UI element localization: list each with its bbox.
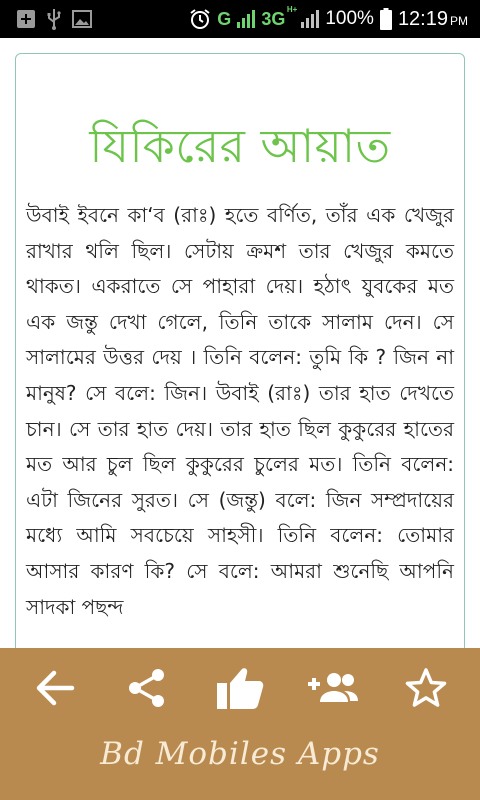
image-icon	[72, 10, 92, 28]
back-arrow-icon	[32, 666, 76, 710]
bottom-panel	[0, 648, 480, 800]
network-type-sup: H+	[286, 4, 298, 14]
network-type	[261, 4, 298, 30]
add-notification-icon	[16, 9, 36, 29]
favorite-button[interactable]	[396, 658, 456, 718]
add-person-icon	[304, 668, 362, 708]
clock-time: 12:19	[397, 7, 448, 30]
article-title: যিকিরের আয়াত	[89, 119, 391, 173]
back-button[interactable]	[24, 658, 84, 718]
usb-icon	[46, 8, 62, 30]
star-icon	[404, 666, 448, 710]
like-button[interactable]	[210, 658, 270, 718]
article-body: উবাই ইবনে কা‘ব (রাঃ) হতে বর্ণিত, তাঁর এক খেজুর রাখার থলি ছিল। সেটায় ক্রমশ তার খেজুর কমতে থাকত। একরাতে সে পাহারা দেয়। হঠাৎ যুবকের মত এক জন্তু দেখা গেলে, তিনি তাকে সালাম দেন। সে সালামের উত্তর দেয় । তিনি বলেন: তুমি কি ? জিন না মানুষ? সে বলে: জিন। উবাই (রাঃ) তার হাত দেখতে চান। সে তার হাত দেয়। তার হাত ছিল কুকুরের হাতের মত আর চুল ছিল কুকুরের চুলের মত। তিনি বলেন: এটা জিনের সুরত। সে (জন্তু) বলে: জিন সম্প্রদায়ের মধ্যে আমি সবচেয়ে সাহসী। তিনি বলেন: তোমার আসার কারণ কি? সে বলে: আমরা শুনেছি আপনি সাদকা পছন্দ	[26, 203, 454, 619]
carrier-label: G	[217, 8, 232, 29]
share-icon	[125, 666, 169, 710]
share-button[interactable]	[117, 658, 177, 718]
brand-name: Bd Mobiles Apps	[100, 736, 380, 772]
alarm-icon	[189, 8, 211, 30]
status-bar	[0, 0, 480, 38]
article-card[interactable]	[15, 53, 465, 705]
clock-ampm: PM	[450, 13, 468, 28]
battery-percent: 100%	[325, 8, 374, 29]
signal-bars-icon	[237, 10, 255, 28]
action-toolbar	[0, 648, 480, 728]
clock	[398, 8, 468, 31]
signal-bars-secondary-icon	[301, 10, 319, 28]
add-friend-button[interactable]	[303, 658, 363, 718]
battery-icon	[380, 8, 392, 30]
network-type-label: 3G	[261, 8, 286, 29]
thumbs-up-icon	[215, 665, 265, 711]
